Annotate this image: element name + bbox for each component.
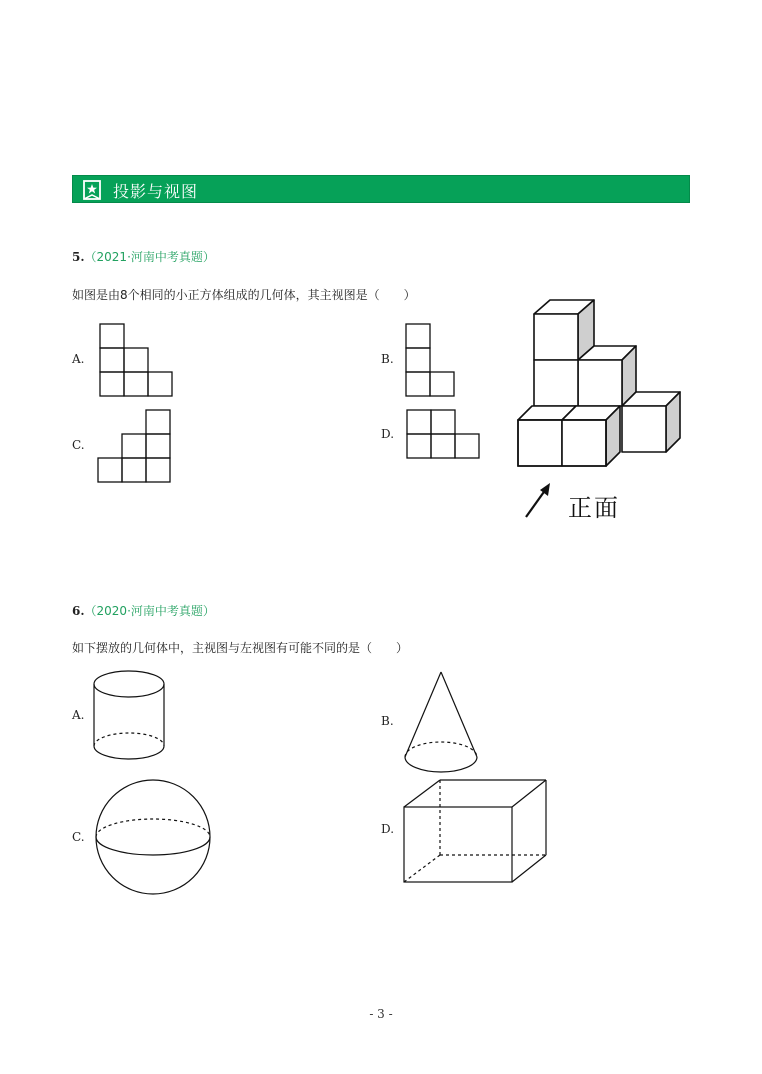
q5-option-b-figure[interactable] bbox=[404, 322, 456, 398]
q6-option-a-label[interactable]: A. bbox=[72, 708, 85, 722]
q5-option-a-figure[interactable] bbox=[98, 322, 174, 398]
page-number: - 3 - bbox=[369, 1007, 393, 1021]
q6-option-b-cone[interactable] bbox=[402, 668, 480, 778]
q5-option-a-label[interactable]: A. bbox=[72, 352, 85, 366]
q5-text: 如图是由8个相同的小正方体组成的几何体，其主视图是（ ） bbox=[72, 288, 416, 302]
q6-source: （2020·河南中考真题） bbox=[84, 604, 215, 618]
q5-option-c-figure[interactable] bbox=[96, 408, 172, 484]
q6-option-c-label[interactable]: C. bbox=[72, 830, 85, 844]
q5-option-b-label[interactable]: B. bbox=[381, 352, 394, 366]
q6-option-d-label[interactable]: D. bbox=[381, 822, 395, 836]
q5-option-c-label[interactable]: C. bbox=[72, 438, 85, 452]
q5-source: （2021·河南中考真题） bbox=[84, 250, 215, 264]
q6-option-c-sphere[interactable] bbox=[93, 778, 215, 898]
q6-option-b-label[interactable]: B. bbox=[381, 714, 394, 728]
q5-option-d-label[interactable]: D. bbox=[381, 427, 395, 441]
q6-option-a-cylinder[interactable] bbox=[92, 668, 168, 764]
q6-text: 如下摆放的几何体中，主视图与左视图有可能不同的是（ ） bbox=[72, 641, 409, 655]
q5-option-d-figure[interactable] bbox=[405, 408, 481, 460]
q6-option-d-cuboid[interactable] bbox=[402, 778, 550, 886]
section-banner bbox=[72, 175, 690, 203]
q6-header bbox=[72, 602, 215, 619]
q5-number: 5. bbox=[72, 250, 85, 264]
bookmark-star-icon bbox=[83, 180, 101, 200]
section-title: 投影与视图 bbox=[113, 182, 199, 201]
q5-header bbox=[72, 248, 215, 265]
front-view-label: 正面 bbox=[568, 494, 620, 522]
front-arrow-icon bbox=[522, 480, 554, 520]
q6-number: 6. bbox=[72, 604, 85, 618]
q5-cube-stack-figure bbox=[510, 296, 685, 472]
